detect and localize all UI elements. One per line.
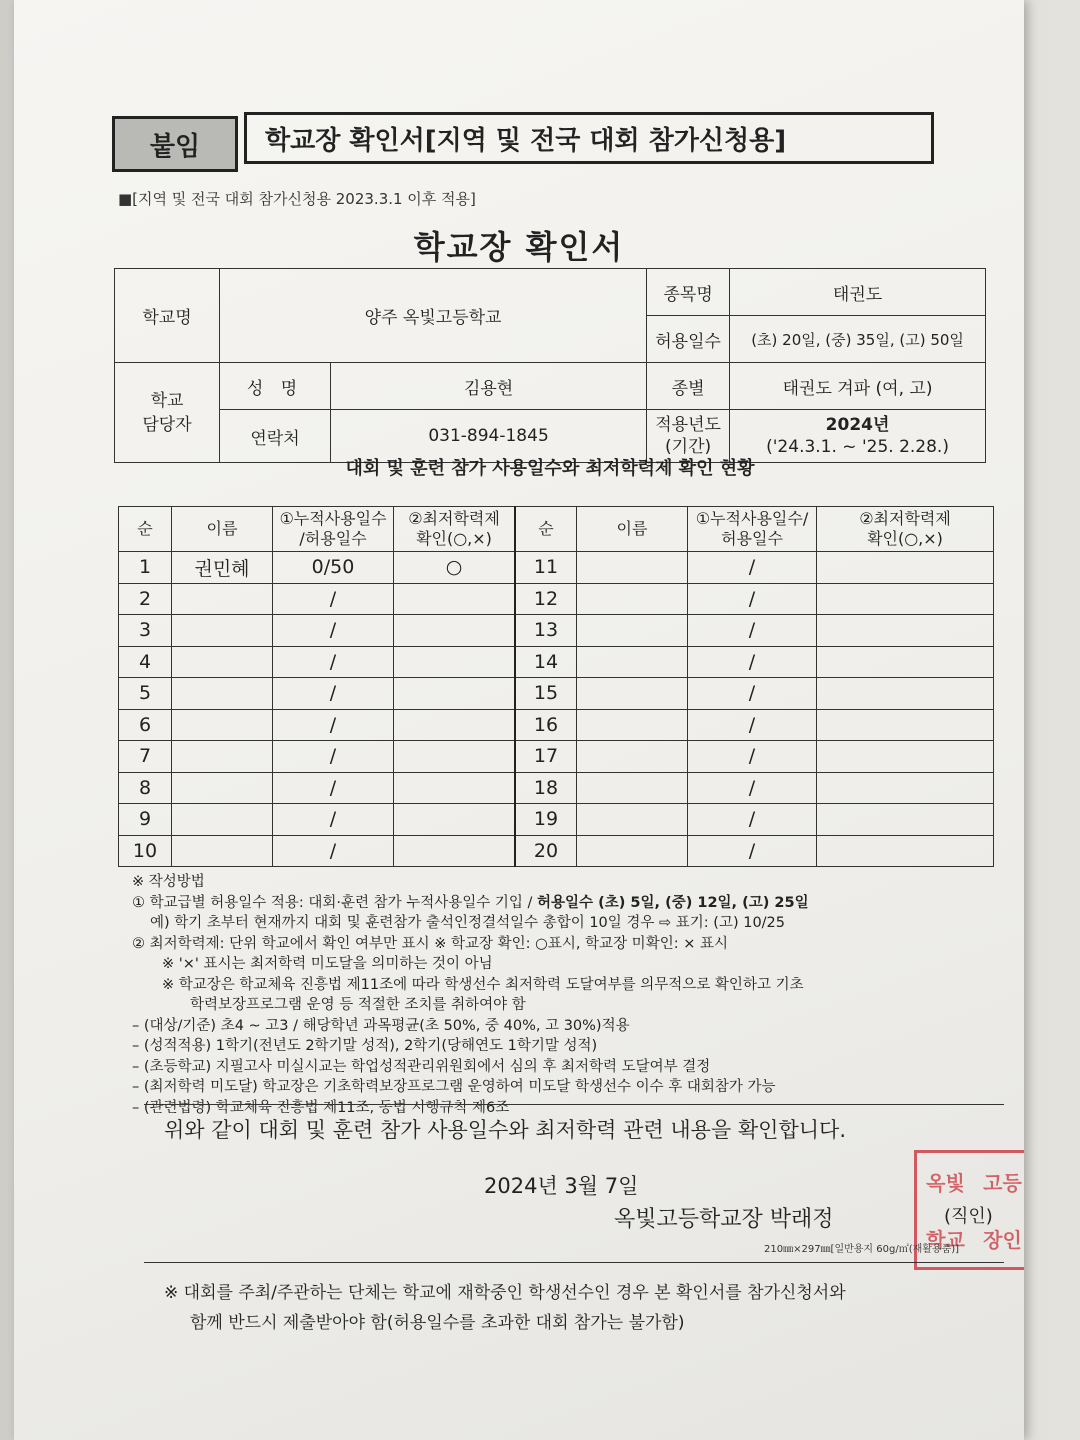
note-1-example: 예) 학기 초부터 현재까지 대회 및 훈련참가 출석인정결석일수 총합이 10일 경우 ⇨ 표기: (고) 10/25 [150,915,786,931]
cell-days-right: / [688,709,817,741]
table-row [119,772,994,804]
col-check-right: ②최저학력제 확인(○,×) [817,507,994,552]
cell-no-right: 13 [515,615,577,647]
cell-no: 2 [119,583,172,615]
note-9: – (최저학력 미도달) 학교장은 기초학력보장프로그램 운영하여 미도달 학생선수 이수 후 대회참가 가능 [132,1079,776,1095]
col-check: ②최저학력제 확인(○,×) [394,507,516,552]
seal-char: 장인 [983,1228,1022,1252]
cell-days: / [273,583,394,615]
cell-check [394,678,516,710]
col-no: 순 [119,507,172,552]
seal-label: (직인) [944,1206,993,1227]
cell-no-right: 14 [515,646,577,678]
info-table [114,268,986,463]
cell-name [172,772,273,804]
table-row [119,615,994,647]
name-label: 성 명 [220,363,331,410]
cell-name-right [577,615,688,647]
cell-days-right: / [688,772,817,804]
cell-days: / [273,804,394,836]
cell-no: 7 [119,741,172,773]
cell-days-right: / [688,804,817,836]
cell-name-right [577,709,688,741]
note-3: ※ '×' 표시는 최저학력 미도달을 의미하는 것이 아님 [162,956,493,972]
contact-label: 연락처 [220,410,331,463]
col-no-right: 순 [515,507,577,552]
cell-no: 10 [119,835,172,867]
cell-days: / [273,678,394,710]
school-label: 학교명 [115,269,220,363]
cell-name [172,646,273,678]
cell-check-right [817,615,994,647]
allowed-label: 허용일수 [647,316,730,363]
attachment-label: 붙임 [112,116,238,172]
note-6: – (대상/기준) 초4 ~ 고3 / 해당학년 과목평균(초 50%, 중 40%, 고 30%)적용 [132,1017,630,1034]
cell-days-right: / [688,552,817,584]
cell-no-right: 11 [515,552,577,584]
period-value: ('24.3.1. ~ '25. 2.28.) [766,437,949,457]
cell-check-right [817,583,994,615]
cell-no-right: 12 [515,583,577,615]
cell-name [172,835,273,867]
cell-check [394,772,516,804]
cell-no-right: 19 [515,804,577,836]
page-title: 학교장 확인서 [413,228,625,266]
cell-name-right [577,835,688,867]
year-value: 2024년 [825,415,890,435]
cell-no-right: 18 [515,772,577,804]
table-row [119,709,994,741]
cell-days-right: / [688,646,817,678]
cell-days: / [273,646,394,678]
cell-name [172,804,273,836]
cell-check [394,615,516,647]
footer-note-1: ※ 대회를 주최/주관하는 단체는 학교에 재학중인 학생선수인 경우 본 확인서를 참가신청서와 [164,1283,846,1303]
note-8: – (초등학교) 지필고사 미실시교는 학업성적관리위원회에서 심의 후 최저학력 도달여부 결정 [132,1058,711,1075]
cell-name [172,741,273,773]
cell-no: 1 [119,552,172,584]
section-title: 대회 및 훈련 참가 사용일수와 최저학력제 확인 현황 [345,458,755,479]
cell-name-right [577,804,688,836]
cell-check [394,804,516,836]
seal-char: 학교 [926,1228,965,1252]
cell-no-right: 16 [515,709,577,741]
note-7: – (성적적용) 1학기(전년도 2학기말 성적), 2학기(당해연도 1학기말 성적) [132,1038,598,1054]
table-row [119,741,994,773]
cell-no: 4 [119,646,172,678]
cell-check-right [817,646,994,678]
col-name-right: 이름 [577,507,688,552]
cell-check [394,709,516,741]
cell-check [394,646,516,678]
cell-name-right [577,678,688,710]
table-row [119,804,994,836]
seal-char: 고등 [983,1171,1022,1195]
cell-no-right: 17 [515,741,577,773]
cell-check [394,835,516,867]
cell-no: 5 [119,678,172,710]
cell-check [394,583,516,615]
form-title: 학교장 확인서[지역 및 전국 대회 참가신청용] [244,112,934,164]
apply-note: ■[지역 및 전국 대회 참가신청용 2023.3.1 이후 적용] [118,190,476,208]
cell-days: 0/50 [273,552,394,584]
cell-check: ○ [394,552,516,584]
cell-name-right [577,646,688,678]
principal-signature: 옥빛고등학교장 박래정 [614,1207,834,1232]
note-10: – (관련법령) 학교체육 진흥법 제11조, 동법 시행규칙 제6조 [132,1099,510,1116]
note-4: ※ 학교장은 학교체육 진흥법 제11조에 따라 학생선수 최저학력 도달여부를 의무적으로 확인하고 기초 [162,976,804,993]
school-value: 양주 옥빛고등학교 [220,269,647,363]
cell-days: / [273,741,394,773]
note-1-bold: 허용일수 (초) 5일, (중) 12일, (고) 25일 [537,894,809,911]
usage-grid [118,506,994,867]
cell-check-right [817,678,994,710]
cell-days-right: / [688,615,817,647]
cell-days: / [273,709,394,741]
note-1-text: ① 학교급별 허용일수 적용: 대회·훈련 참가 누적사용일수 기입 / [132,894,538,911]
issue-date: 2024년 3월 7일 [484,1174,639,1198]
cell-name [172,583,273,615]
allowed-value: (초) 20일, (중) 35일, (고) 50일 [730,316,986,363]
grid-header-row [119,507,994,552]
category-label: 종별 [647,363,730,410]
seal-char: 옥빛 [926,1171,965,1195]
footer-note [164,1278,1004,1338]
cell-check-right [817,772,994,804]
cell-check [394,741,516,773]
cell-check-right [817,804,994,836]
cell-check-right [817,741,994,773]
cell-check-right [817,552,994,584]
cell-no-right: 20 [515,835,577,867]
cell-name-right [577,552,688,584]
event-value: 태권도 [730,269,986,316]
confirm-statement: 위와 같이 대회 및 훈련 참가 사용일수와 최저학력 관련 내용을 확인합니다. [164,1118,847,1142]
staff-label: 학교 담당자 [115,363,220,463]
note-2: ② 최저학력제: 단위 학교에서 확인 여부만 표시 ※ 학교장 확인: ○표시, 학교장 미확인: × 표시 [132,935,728,952]
table-row [119,835,994,867]
footer-note-2: 함께 반드시 제출받아야 함(허용일수를 초과한 대회 참가는 불가함) [190,1313,685,1333]
cell-no: 6 [119,709,172,741]
cell-name: 권민혜 [172,552,273,584]
cell-name [172,709,273,741]
cell-no: 8 [119,772,172,804]
cell-no: 9 [119,804,172,836]
year-label: 적용년도 (기간) [647,410,730,463]
name-value: 김용현 [331,363,647,410]
cell-check-right [817,709,994,741]
divider-bottom [144,1262,1004,1263]
cell-check-right [817,835,994,867]
contact-value: 031-894-1845 [331,410,647,463]
cell-no: 3 [119,615,172,647]
paper-spec: 210㎜×297㎜[일반용지 60g/㎡(재활용품)] [764,1244,960,1255]
table-row [119,583,994,615]
divider-top [144,1104,1004,1105]
table-row [119,552,994,584]
cell-days: / [273,615,394,647]
cell-days: / [273,835,394,867]
col-days: ①누적사용일수 /허용일수 [273,507,394,552]
document-sheet [14,0,1024,1440]
cell-name [172,678,273,710]
cell-days-right: / [688,678,817,710]
table-row [119,678,994,710]
category-value: 태권도 겨파 (여, 고) [730,363,986,410]
cell-name-right [577,772,688,804]
cell-name-right [577,583,688,615]
notes-heading: ※ 작성방법 [132,874,205,890]
cell-days: / [273,772,394,804]
cell-name [172,615,273,647]
cell-days-right: / [688,741,817,773]
table-row [119,646,994,678]
note-1 [132,893,1012,914]
cell-days-right: / [688,835,817,867]
col-name: 이름 [172,507,273,552]
note-5: 학력보장프로그램 운영 등 적절한 조치를 취하여야 함 [190,997,526,1013]
cell-name-right [577,741,688,773]
col-days-right: ①누적사용일수/ 허용일수 [688,507,817,552]
event-label: 종목명 [647,269,730,316]
instructions [132,872,1012,1118]
cell-days-right: / [688,583,817,615]
cell-no-right: 15 [515,678,577,710]
